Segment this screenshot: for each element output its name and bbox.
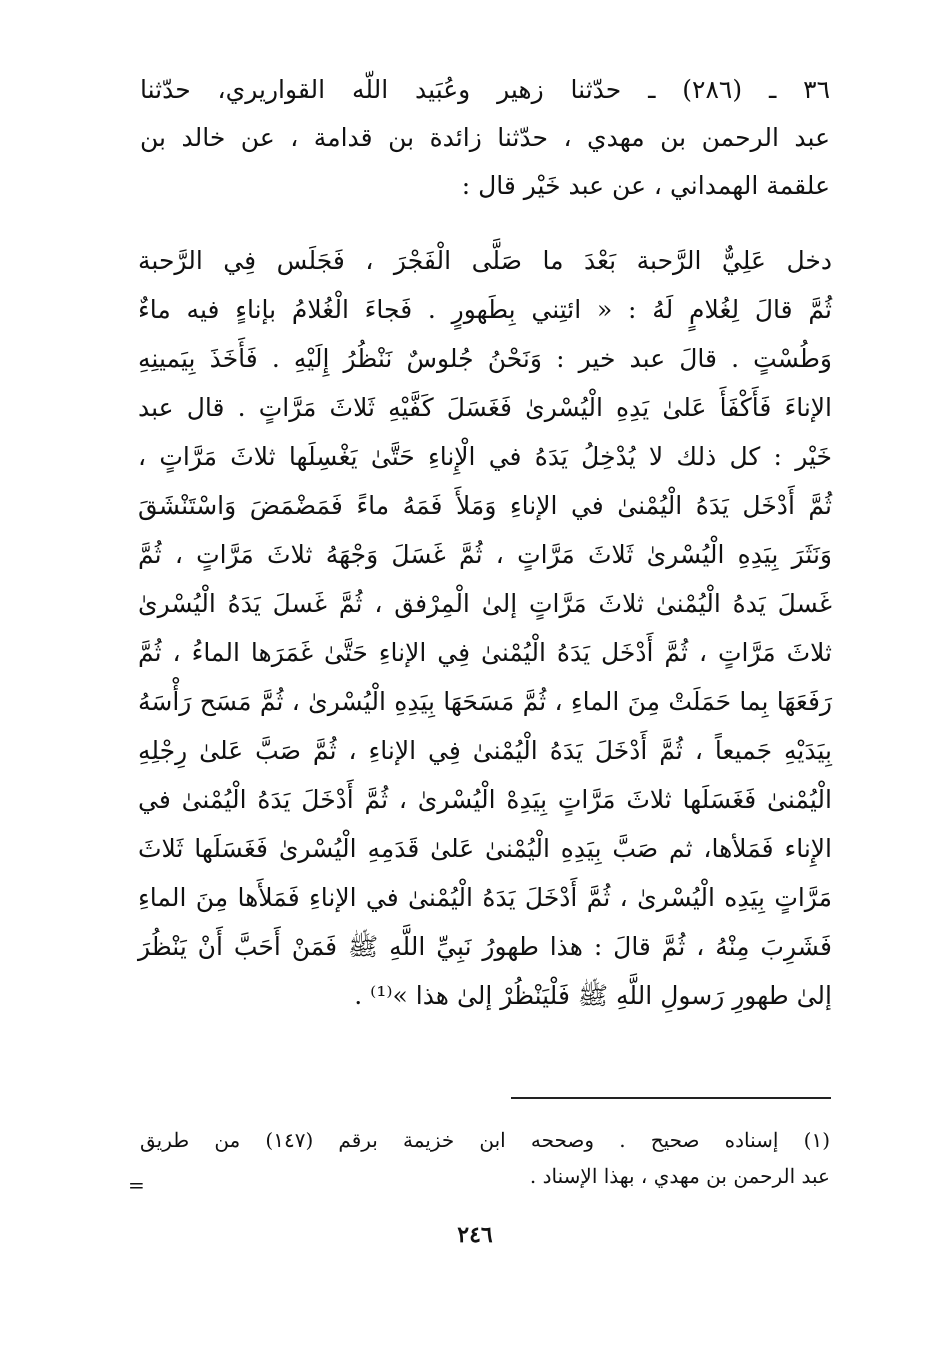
- continuation-mark: =: [128, 1173, 145, 1197]
- matn-line: الْيُمْنىٰ فَغَسَلَها ثلاثَ مَرَّاتٍ بِيَدِهْ الْيُسْرىٰ ، ثُمَّ أَدْخَلَ يَدَهُ الْيُمْنىٰ في: [138, 785, 832, 814]
- isnad-line: علقمة الهمداني ، عن عبد خَيْر قال :: [461, 171, 830, 200]
- matn-line: فَشَرِبَ مِنْهُ ، ثُمَّ قالَ : هذا طهورُ نَبِيِّ اللَّهِ ﷺ فَمَنْ أَحَبَّ أَنْ يَنْظُرَ: [138, 932, 832, 961]
- matn-line: إلىٰ طهورِ رَسولِ اللَّهِ ﷺ فَلْيَنْظُرْ إلىٰ هذا »⁽¹⁾ .: [354, 981, 832, 1010]
- matn-line: خَيْر : كل ذلك لا يُدْخِلُ يَدَهُ في الْإِناءِ حَتَّىٰ يَغْسِلَها ثلاثَ مَرَّاتٍ ،: [138, 442, 832, 471]
- isnad-line: ٣٦ ـ (٢٨٦) ـ حدّثنا زهير وعُبَيد اللّه القواريري، حدّثنا: [140, 75, 830, 104]
- matn-line: رَفَعَهَا بِما حَمَلَتْ مِنَ الماءِ ، ثُمَّ مَسَحَهَا بِيَدِهِ الْيُسْرىٰ ، ثُمَّ مَسَح رَأْسَهُ: [138, 687, 832, 716]
- matn-line: دخل عَلِيٌّ الرَّحبة بَعْدَ ما صَلَّى الْفَجْرَ ، فَجَلَس فِي الرَّحبة: [138, 246, 832, 275]
- matn-line: ثلاثَ مَرَّاتٍ ، ثُمَّ أَدْخَل يَدَهُ الْيُمْنىٰ فِي الإناءِ حَتَّىٰ غَمَرَها الماءُ ، ثُمَّ: [138, 638, 832, 667]
- hadith-isnad: [140, 66, 830, 210]
- matn-line: بِيَدَيْهِ جَميعاً ، ثُمَّ أَدْخَلَ يَدَهُ الْيُمْنىٰ فِي الإناءِ ، ثُمَّ صَبَّ عَلىٰ رِجْلِهِ: [138, 736, 832, 765]
- footnote-line: عبد الرحمن بن مهدي ، بهذا الإسناد .: [529, 1164, 830, 1188]
- matn-line: وَنَثَرَ بِيَدِهِ الْيُسْرىٰ ثَلاثَ مَرَّاتٍ ، ثُمَّ غَسَلَ وَجْهَهُ ثلاثَ مَرَّاتٍ ، ثُمَّ: [138, 540, 832, 569]
- matn-line: الإِناء فَمَلأها، ثم صَبَّ بِيَدِهِ الْيُمْنىٰ عَلىٰ قَدَمِهِ الْيُسْرىٰ فَغَسَلَها ثَلاثَ: [138, 834, 832, 863]
- page-number: ٢٤٦: [457, 1222, 493, 1248]
- isnad-line: عبد الرحمن بن مهدي ، حدّثنا زائدة بن قدامة ، عن خالد بن: [140, 123, 830, 152]
- matn-line: غَسلَ يَدهُ الْيُمْنىٰ ثلاثَ مَرَّاتٍ إلىٰ الْمِرْفق ، ثُمَّ غَسلَ يَدَهُ الْيُسْرىٰ: [138, 589, 832, 618]
- matn-line: ثُمَّ قالَ لِغُلامٍ لَهُ : « ائتِني بِطَهورٍ . فَجاءَ الْغُلامُ بإناءٍ فيه ماءٌ: [138, 295, 832, 324]
- footnote: [140, 1122, 830, 1194]
- matn-line: ثُمَّ أَدْخَل يَدَهُ الْيُمْنىٰ في الإناءِ وَمَلأَ فَمَهُ ماءً فَمَضْمَضَ وَاسْتَنْشَقَ: [138, 491, 832, 520]
- matn-line: مَرَّاتٍ بِيَدِه الْيُسْرىٰ ، ثُمَّ أَدْخَلَ يَدَهُ الْيُمْنىٰ في الإناءِ فَمَلأَها مِنَ الماءِ: [138, 883, 832, 912]
- footnote-separator: [511, 1097, 831, 1099]
- matn-line: الإناءَ فَأَكْفَأَ عَلىٰ يَدِهِ الْيُسْرىٰ فَغَسَلَ كَفَّيْهِ ثَلاثَ مَرَّاتٍ . قال عبد: [138, 393, 832, 422]
- footnote-line: (١) إسناده صحيح . وصححه ابن خزيمة برقم (١٤٧) من طريق: [140, 1128, 830, 1152]
- matn-line: وَطُسْتٍ . قالَ عبد خير : وَنَحْنُ جُلوسٌ نَنْظُرُ إِلَيْهِ . فَأَخَذَ بِيَمينِهِ: [138, 344, 832, 373]
- hadith-matn: [138, 236, 832, 1020]
